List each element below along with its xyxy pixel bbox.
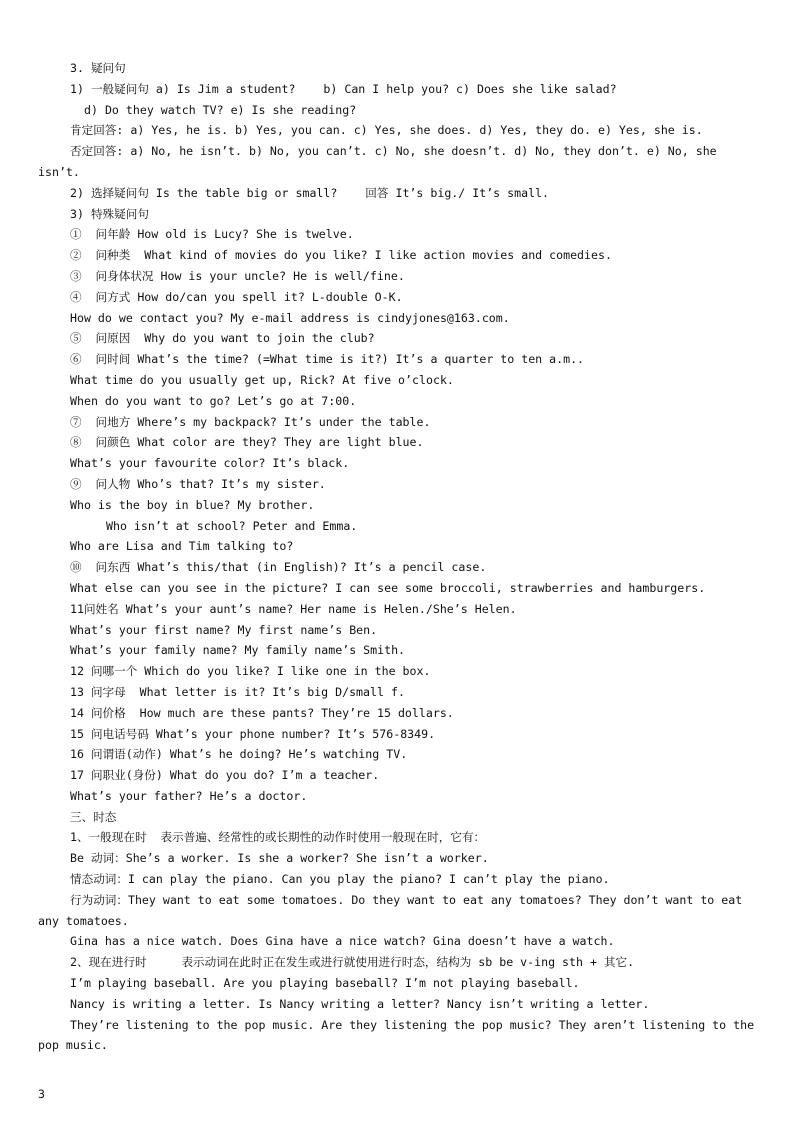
text-line: ⑦ 问地方 Where’s my backpack? It’s under the table. xyxy=(70,414,431,429)
text-line: 15 问电话号码 What’s your phone number? It’s 576-8349. xyxy=(70,726,436,741)
text-line: Who are Lisa and Tim talking to? xyxy=(70,539,294,554)
text-line: Who is the boy in blue? My brother. xyxy=(70,497,315,512)
text-line: What’s your first name? My first name’s Ben. xyxy=(70,622,378,637)
text-line: 2、现在进行时 表示动词在此时正在发生或进行就使用进行时态，结构为 sb be v-ing sth + 其它. xyxy=(70,955,635,970)
text-line: What’s your favourite color? It’s black. xyxy=(70,456,350,471)
text-line: How do we contact you? My e-mail address is cindyjones@163.com. xyxy=(70,310,510,325)
text-line: 否定回答: a) No, he isn’t. b) No, you can’t. c) No, she doesn’t. d) No, they don’t. e) No, she isn’t. xyxy=(38,144,717,179)
text-line: ③ 问身体状况 How is your uncle? He is well/fine. xyxy=(70,268,405,283)
text-line: ⑤ 问原因 Why do you want to join the club? xyxy=(70,331,375,346)
text-line: What time do you usually get up, Rick? At five o’clock. xyxy=(70,372,454,387)
text-line: 行为动词：They want to eat some tomatoes. Do they want to eat any tomatoes? They don’t want to eat any tomatoes. xyxy=(38,892,743,928)
text-line: What’s your father? He’s a doctor. xyxy=(70,788,308,803)
text-line: ⑨ 问人物 Who’s that? It’s my sister. xyxy=(70,476,326,491)
page-number: 3 xyxy=(38,1087,45,1101)
text-line: When do you want to go? Let’s go at 7:00. xyxy=(70,393,357,408)
text-line: 3) 特殊疑问句 xyxy=(70,206,149,221)
text-line: Nancy is writing a letter. Is Nancy writing a letter? Nancy isn’t writing a letter. xyxy=(70,996,650,1011)
text-line: ⑩ 问东西 What’s this/that (in English)? It’s a pencil case. xyxy=(70,560,487,575)
text-line: 14 问价格 How much are these pants? They’re 15 dollars. xyxy=(70,705,454,720)
text-line: ⑥ 问时间 What’s the time? (=What time is it?) It’s a quarter to ten a.m.. xyxy=(70,352,585,367)
text-line: 1) 一般疑问句 a) Is Jim a student? b) Can I help you? c) Does she like salad? xyxy=(70,81,617,96)
text-line: 2) 选择疑问句 Is the table big or small? 回答 It’s big./ It’s small. xyxy=(70,185,550,200)
text-line: ② 问种类 What kind of movies do you like? I like action movies and comedies. xyxy=(70,248,612,263)
text-line: ⑧ 问颜色 What color are they? They are light blue. xyxy=(70,435,424,450)
text-line: What else can you see in the picture? I can see some broccoli, strawberries and hamburgers. xyxy=(70,580,706,595)
text-line: What’s your family name? My family name’s Smith. xyxy=(70,643,406,658)
text-line: ① 问年龄 How old is Lucy? She is twelve. xyxy=(70,227,354,242)
text-line: 13 问字母 What letter is it? It’s big D/small f. xyxy=(70,684,405,699)
text-line: Gina has a nice watch. Does Gina have a nice watch? Gina doesn’t have a watch. xyxy=(70,934,615,949)
text-line: I’m playing baseball. Are you playing baseball? I’m not playing baseball. xyxy=(70,976,580,991)
text-line: ④ 问方式 How do/can you spell it? L-double O-K. xyxy=(70,289,403,304)
text-line: Be 动词：She’s a worker. Is she a worker? She isn’t a worker. xyxy=(70,851,489,866)
text-line: 12 问哪一个 Which do you like? I like one in the box. xyxy=(70,664,431,679)
text-line: 11问姓名 What’s your aunt’s name? Her name is Helen./She’s Helen. xyxy=(70,601,517,616)
text-line: Who isn’t at school? Peter and Emma. xyxy=(106,518,358,533)
text-line: 17 问职业(身份) What do you do? I’m a teacher. xyxy=(70,768,380,783)
text-line: 16 问谓语(动作) What’s he doing? He’s watching TV. xyxy=(70,747,408,762)
text-line: They’re listening to the pop music. Are they listening the pop music? They aren’t listening to the pop music. xyxy=(38,1017,755,1053)
text-line: d) Do they watch TV? e) Is she reading? xyxy=(84,102,357,117)
text-line: 1、一般现在时 表示普遍、经常性的或长期性的动作时使用一般现在时，它有： xyxy=(70,830,486,845)
text-line: 肯定回答: a) Yes, he is. b) Yes, you can. c) Yes, she does. d) Yes, they do. e) Yes, she is. xyxy=(70,123,703,138)
text-line: 3. 疑问句 xyxy=(70,61,126,75)
document-body xyxy=(38,58,762,1056)
text-line: 三、时态 xyxy=(70,809,117,824)
text-line: 情态动词：I can play the piano. Can you play the piano? I can’t play the piano. xyxy=(70,872,610,887)
